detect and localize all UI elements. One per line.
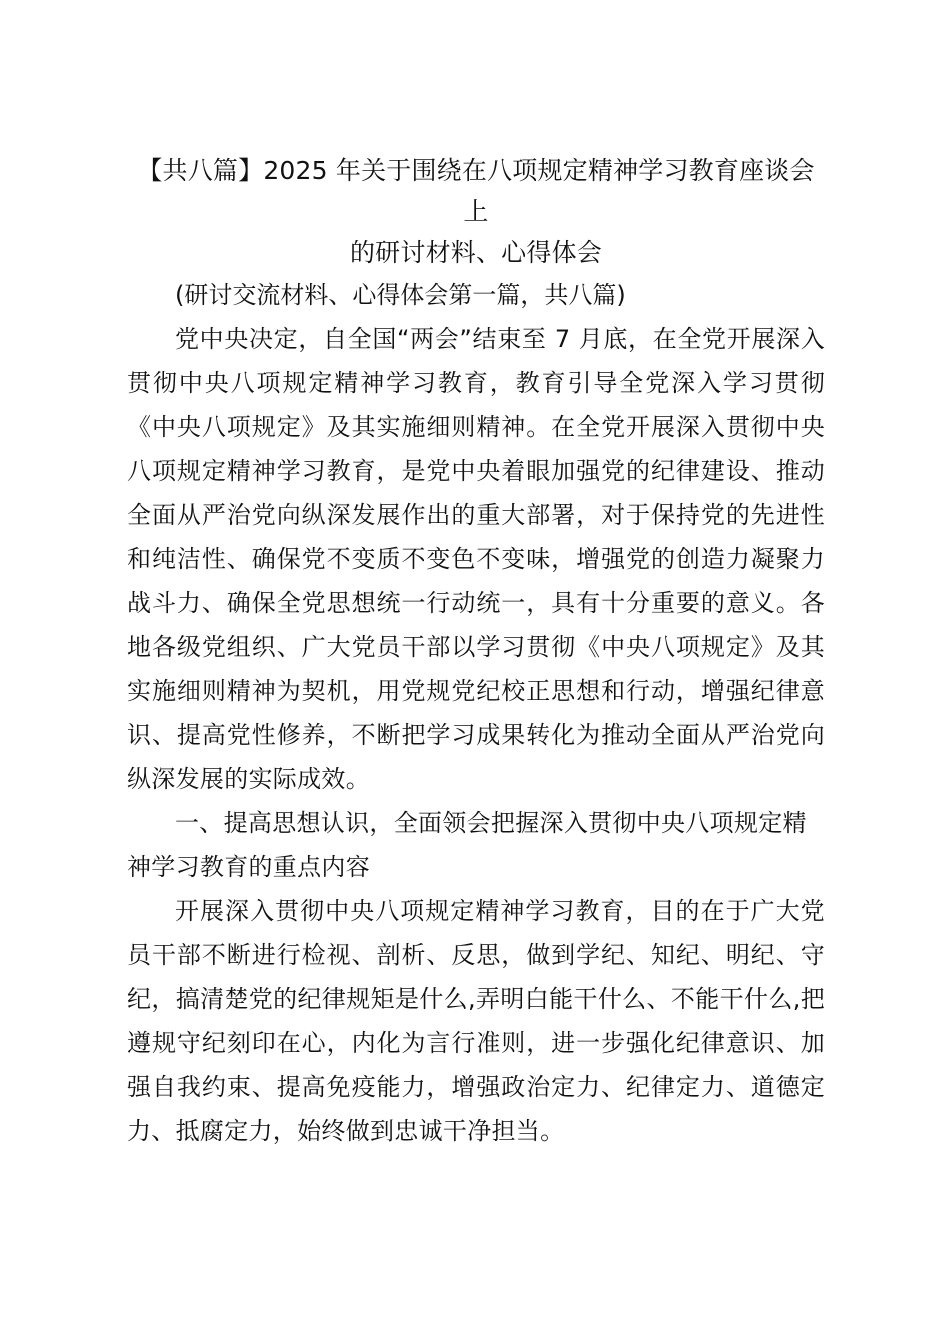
document-subtitle: (研讨交流材料、心得体会第一篇，共八篇)	[175, 281, 626, 309]
paragraph-intro: 党中央决定，自全国“两会”结束至 7 月底，在全党开展深入贯彻中央八项规定精神学习教育，教育引导全党深入学习贯彻《中央八项规定》及其实施细则精神。在全党开展深入贯彻中央八项规定精神学习教育，是党中央着眼加强党的纪律建设、推动全面从严治党向纵深发展作出的重大部署，对于保持党的先进性和纯洁性、确保党不变质不变色不变味，增强党的创造力凝聚力战斗力、确保全党思想统一行动统一，具有十分重要的意义。各地各级党组织、广大党员干部以学习贯彻《中央八项规定》及其实施细则精神为契机，用党规党纪校正思想和行动，增强纪律意识、提高党性修养，不断把学习成果转化为推动全面从严治党向纵深发展的实际成效。	[127, 325, 825, 793]
paragraph-section-1: 开展深入贯彻中央八项规定精神学习教育，目的在于广大党员干部不断进行检视、剖析、反思，做到学纪、知纪、明纪、守纪，搞清楚党的纪律规矩是什么,弄明白能干什么、不能干什么,把遵规守纪刻印在心，内化为言行准则，进一步强化纪律意识、加强自我约束、提高免疫能力，增强政治定力、纪律定力、道德定力、抵腐定力，始终做到忠诚干净担当。	[127, 897, 825, 1145]
document-body	[127, 150, 825, 1153]
document-title	[127, 150, 825, 273]
document-title-line1: 【共八篇】2025 年关于围绕在八项规定精神学习教育座谈会上	[137, 156, 815, 226]
document-title-line2: 的研讨材料、心得体会	[349, 238, 602, 267]
section-heading-1: 一、提高思想认识，全面领会把握深入贯彻中央八项规定精神学习教育的重点内容	[127, 809, 807, 881]
